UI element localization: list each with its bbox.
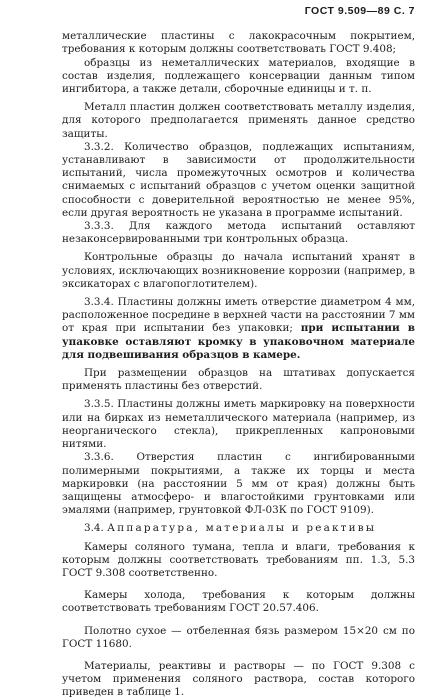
paragraph: Полотно сухое — отбеленная бязь размером 15×20 см по ГОСТ 11680.: [62, 624, 415, 650]
paragraph: При размещении образцов на штативах допускается применять пластины без отверстий.: [62, 367, 415, 393]
page-header: ГОСТ 9.509—89 С. 7: [304, 5, 415, 17]
section-title: Аппаратура, материалы и реактивы: [107, 522, 377, 535]
paragraph: Материалы, реактивы и растворы — по ГОСТ 9.308 с учетом применения соляного раствора, состав которого приведен в таблице 1.: [62, 659, 415, 699]
section-number: 3.4.: [84, 522, 104, 535]
paragraph: Металл пластин должен соответствовать металлу изделия, для которого предполагается применять данное средство защиты.: [62, 101, 415, 140]
paragraph: 3.3.5. Пластины должны иметь маркировку на поверхности или на бирках из неметаллического материала (например, из неорганического стекла), прикрепленных капроновыми нитями.: [62, 398, 415, 451]
paragraph: Камеры соляного тумана, тепла и влаги, требования к которым должны соответствовать требованиям пп. 1.3, 5.3 ГОСТ 9.308 соответственно.: [62, 540, 415, 579]
paragraph: металлические пластины с лакокрасочным покрытием, требования к которым должны соответствовать ГОСТ 9.408;: [62, 30, 415, 56]
paragraph: Камеры холода, требования к которым должны соответствовать требованиям ГОСТ 20.57.406.: [62, 589, 415, 615]
paragraph: [62, 296, 415, 362]
paragraph: 3.3.6. Отверстия пластин с ингибированными полимерными покрытиями, а также их торцы и места маркировки (на расстоянии 5 мм от края) должны быть защищены атмосферо- и влагостойкими грунтовками или эмалями (например, грунтовкой ФЛ-03К по ГОСТ 9109).: [62, 451, 415, 517]
paragraph: образцы из неметаллических материалов, входящие в состав изделия, подлежащего консервации данным типом ингибитора, а также детали, сборочные единицы и т. п.: [62, 56, 415, 96]
paragraph: 3.3.2. Количество образцов, подлежащих испытаниям, устанавливают в зависимости от продолжительности испытаний, числа промежуточных осмотров и количества снимаемых с испытаний образцов с учетом оценки защитной способности с доверительной вероятностью не менее 95%, если другая вероятность не указана в программе испытаний.: [62, 140, 415, 219]
paragraph: 3.3.3. Для каждого метода испытаний оставляют незаконсервированными три контрольных образца.: [62, 220, 415, 246]
paragraph-bold-text: при испытании в упаковке оставляют кромку в упаковочном материале для подвешивания образцов в камере.: [62, 322, 415, 361]
paragraph-text: 3.3.4. Пластины должны иметь отверстие диаметром 4 мм, расположенное посредине в верхней части на расстоянии 7 мм от края при испытании без упаковки;: [62, 296, 415, 335]
paragraph: Контрольные образцы до начала испытаний хранят в условиях, исключающих возникновение коррозии (например, в эксикаторах с влагопоглотителем).: [62, 251, 415, 290]
section-heading: [62, 522, 415, 535]
